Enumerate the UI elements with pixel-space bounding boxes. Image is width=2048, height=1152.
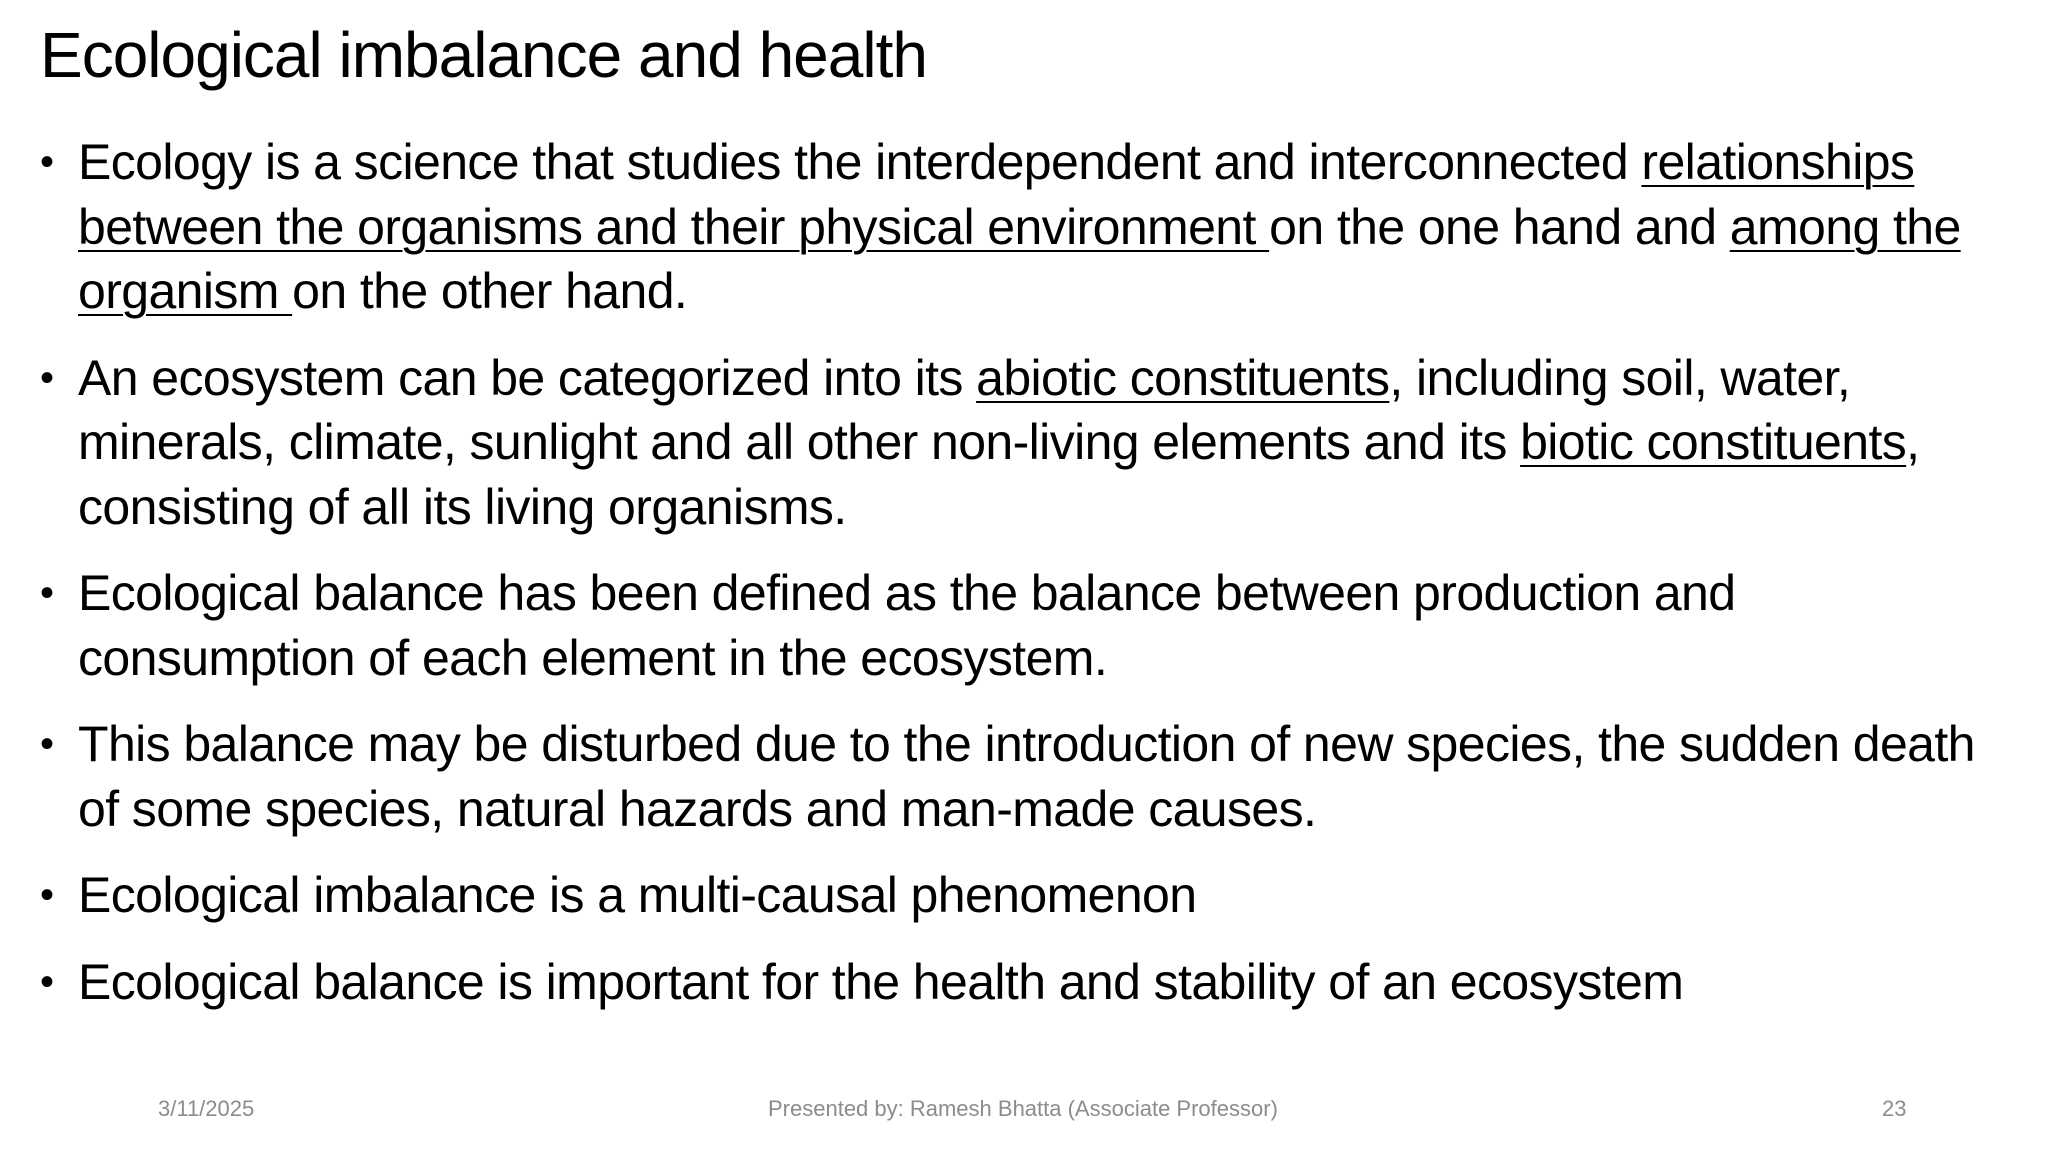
footer-date: 3/11/2025 xyxy=(158,1096,255,1121)
bullet-text-segment: on the one hand and xyxy=(1269,198,1730,255)
slide-title: Ecological imbalance and health xyxy=(40,19,927,91)
bullet-list xyxy=(40,130,2000,1036)
bullet-text: Ecological imbalance is a multi-causal phenomenon xyxy=(78,867,1197,923)
bullet-dot-icon: • xyxy=(40,140,54,184)
bullet-dot-icon: • xyxy=(40,873,54,917)
bullet-text: This balance may be disturbed due to the introduction of new species, the sudden death of some species, natural hazards and man-made causes. xyxy=(78,716,1975,837)
bullet-text-underlined: biotic constituents xyxy=(1520,414,1907,470)
bullet-item xyxy=(40,346,2000,540)
bullet-item xyxy=(40,561,2000,690)
bullet-text-segment: , consisting of all its living organisms. xyxy=(78,414,1920,535)
bullet-text-underlined: among the organism xyxy=(78,198,1961,319)
bullet-item xyxy=(40,950,2000,1015)
bullet-text xyxy=(78,350,1919,535)
bullet-text-segment: Ecology is a science that studies the interdependent and interconnected xyxy=(78,134,1642,190)
bullet-dot-icon: • xyxy=(40,722,54,766)
bullet-item xyxy=(40,130,2000,324)
bullet-text-underlined: abiotic constituents xyxy=(976,349,1390,406)
footer-presenter: Presented by: Ramesh Bhatta (Associate Professor) xyxy=(768,1096,1278,1121)
bullet-dot-icon: • xyxy=(40,355,54,400)
bullet-text-segment: on the other hand. xyxy=(292,263,688,319)
bullet-dot-icon: • xyxy=(40,571,54,615)
bullet-text: Ecological balance is important for the health and stability of an ecosystem xyxy=(78,953,1684,1010)
bullet-item xyxy=(40,863,2000,928)
bullet-text-segment: An ecosystem can be categorized into its xyxy=(78,349,977,406)
bullet-dot-icon: • xyxy=(40,959,54,1004)
slide-number: 23 xyxy=(1882,1096,1907,1121)
bullet-item xyxy=(40,712,2000,841)
bullet-text: Ecological balance has been defined as the balance between production and consumption of each element in the ecosystem. xyxy=(78,565,1736,686)
bullet-text xyxy=(78,134,1961,319)
bullet-text-underlined: relationships between the organisms and their physical environment xyxy=(78,134,1915,255)
bullet-text-segment: , including soil, water, minerals, climate, sunlight and all other non-living elements and its xyxy=(78,349,1851,470)
